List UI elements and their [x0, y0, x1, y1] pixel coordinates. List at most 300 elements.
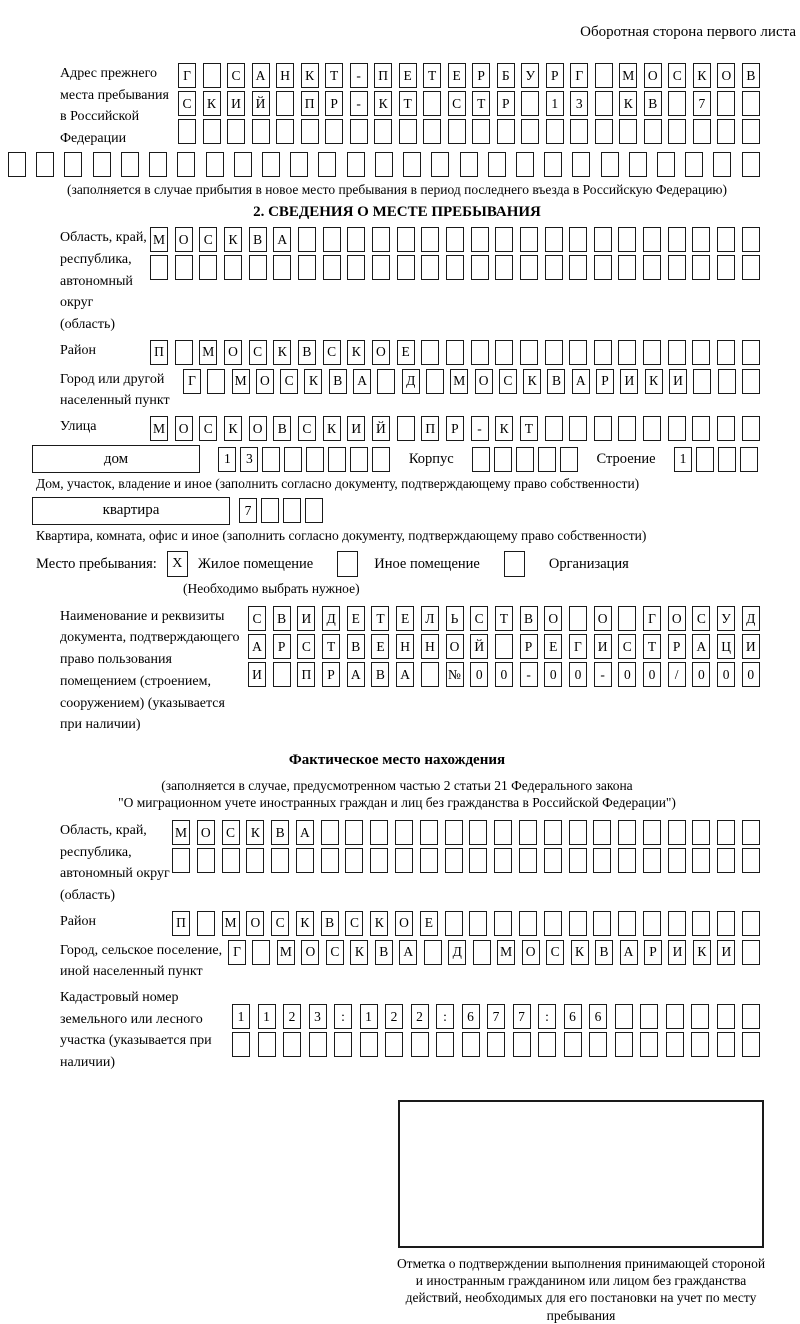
char-box[interactable]: К [523, 369, 541, 394]
char-box[interactable] [197, 911, 215, 936]
char-box[interactable] [521, 119, 539, 144]
char-box[interactable]: О [249, 416, 267, 441]
char-box[interactable]: А [353, 369, 371, 394]
char-box[interactable]: М [277, 940, 295, 965]
char-box[interactable] [589, 1032, 607, 1057]
char-box[interactable] [643, 848, 661, 873]
char-box[interactable] [397, 416, 415, 441]
char-box[interactable] [742, 1004, 760, 1029]
char-box[interactable] [36, 152, 54, 177]
char-box[interactable]: 2 [385, 1004, 403, 1029]
char-box[interactable] [323, 255, 341, 280]
char-box[interactable]: О [594, 606, 612, 631]
char-box[interactable] [271, 848, 289, 873]
char-box[interactable] [232, 1032, 250, 1057]
char-box[interactable] [643, 820, 661, 845]
char-box[interactable]: С [499, 369, 517, 394]
char-box[interactable]: / [668, 662, 686, 687]
checkbox-zhiloe-pomeshchenie[interactable]: X [167, 551, 188, 577]
char-box[interactable] [199, 255, 217, 280]
char-box[interactable] [629, 152, 647, 177]
char-box[interactable] [318, 152, 336, 177]
char-box[interactable] [717, 820, 735, 845]
char-box[interactable] [544, 911, 562, 936]
char-box[interactable] [692, 911, 710, 936]
char-box[interactable]: О [256, 369, 274, 394]
char-box[interactable]: Н [396, 634, 414, 659]
char-box[interactable]: Т [399, 91, 417, 116]
char-box[interactable] [595, 119, 613, 144]
char-box[interactable]: В [595, 940, 613, 965]
char-box[interactable]: С [448, 91, 466, 116]
char-box[interactable]: В [329, 369, 347, 394]
char-box[interactable]: Г [570, 63, 588, 88]
char-box[interactable]: О [522, 940, 540, 965]
char-box[interactable] [175, 255, 193, 280]
char-box[interactable] [397, 227, 415, 252]
char-box[interactable] [668, 848, 686, 873]
char-box[interactable]: К [495, 416, 513, 441]
char-box[interactable]: Л [421, 606, 439, 631]
char-box[interactable] [445, 820, 463, 845]
char-box[interactable]: 0 [717, 662, 735, 687]
char-box[interactable] [471, 227, 489, 252]
char-box[interactable] [570, 119, 588, 144]
char-box[interactable] [284, 447, 302, 472]
char-box[interactable] [742, 340, 760, 365]
char-box[interactable] [593, 848, 611, 873]
char-box[interactable]: С [298, 416, 316, 441]
char-box[interactable]: К [619, 91, 637, 116]
char-box[interactable]: Е [420, 911, 438, 936]
char-box[interactable] [545, 416, 563, 441]
char-box[interactable]: И [717, 940, 735, 965]
char-box[interactable]: И [668, 940, 686, 965]
char-box[interactable]: О [175, 227, 193, 252]
char-box[interactable] [347, 152, 365, 177]
char-box[interactable]: С [668, 63, 686, 88]
char-box[interactable]: И [248, 662, 266, 687]
char-box[interactable]: 7 [513, 1004, 531, 1029]
char-box[interactable]: Р [497, 91, 515, 116]
char-box[interactable]: К [571, 940, 589, 965]
char-box[interactable] [203, 63, 221, 88]
char-box[interactable] [395, 848, 413, 873]
char-box[interactable]: О [197, 820, 215, 845]
char-box[interactable] [742, 152, 760, 177]
char-box[interactable] [227, 119, 245, 144]
char-box[interactable] [222, 848, 240, 873]
char-box[interactable] [445, 911, 463, 936]
char-box[interactable] [262, 447, 280, 472]
char-box[interactable] [497, 119, 515, 144]
char-box[interactable]: Е [397, 340, 415, 365]
char-box[interactable] [262, 152, 280, 177]
char-box[interactable]: 7 [693, 91, 711, 116]
char-box[interactable] [569, 820, 587, 845]
char-box[interactable] [516, 152, 534, 177]
char-box[interactable] [469, 911, 487, 936]
char-box[interactable]: Г [569, 634, 587, 659]
char-box[interactable] [423, 119, 441, 144]
char-box[interactable] [252, 119, 270, 144]
char-box[interactable]: К [273, 340, 291, 365]
char-box[interactable] [370, 820, 388, 845]
char-box[interactable] [692, 340, 710, 365]
char-box[interactable]: К [301, 63, 319, 88]
char-box[interactable]: И [594, 634, 612, 659]
char-box[interactable] [742, 911, 760, 936]
char-box[interactable] [593, 911, 611, 936]
char-box[interactable] [668, 416, 686, 441]
char-box[interactable]: Д [448, 940, 466, 965]
char-box[interactable] [717, 340, 735, 365]
char-box[interactable] [595, 63, 613, 88]
char-box[interactable]: М [150, 227, 168, 252]
char-box[interactable]: С [546, 940, 564, 965]
char-box[interactable]: О [475, 369, 493, 394]
char-box[interactable]: А [252, 63, 270, 88]
char-box[interactable]: О [301, 940, 319, 965]
char-box[interactable] [520, 227, 538, 252]
char-box[interactable] [249, 255, 267, 280]
char-box[interactable]: С [618, 634, 636, 659]
char-box[interactable]: Ц [717, 634, 735, 659]
char-box[interactable]: В [271, 820, 289, 845]
char-box[interactable] [545, 340, 563, 365]
char-box[interactable]: К [374, 91, 392, 116]
char-box[interactable]: А [692, 634, 710, 659]
char-box[interactable] [692, 820, 710, 845]
char-box[interactable]: К [347, 340, 365, 365]
char-box[interactable] [471, 255, 489, 280]
char-box[interactable]: М [172, 820, 190, 845]
char-box[interactable] [420, 848, 438, 873]
char-box[interactable]: : [334, 1004, 352, 1029]
char-box[interactable]: К [296, 911, 314, 936]
char-box[interactable]: : [538, 1004, 556, 1029]
char-box[interactable] [321, 820, 339, 845]
char-box[interactable]: Р [520, 634, 538, 659]
char-box[interactable]: С [323, 340, 341, 365]
char-box[interactable]: 0 [544, 662, 562, 687]
char-box[interactable] [328, 447, 346, 472]
char-box[interactable] [742, 227, 760, 252]
char-box[interactable] [618, 848, 636, 873]
char-box[interactable] [446, 255, 464, 280]
char-box[interactable] [594, 227, 612, 252]
char-box[interactable]: П [297, 662, 315, 687]
char-box[interactable] [668, 820, 686, 845]
char-box[interactable] [742, 91, 760, 116]
char-box[interactable]: Е [544, 634, 562, 659]
char-box[interactable]: С [199, 227, 217, 252]
char-box[interactable] [666, 1032, 684, 1057]
char-box[interactable]: 0 [742, 662, 760, 687]
char-box[interactable] [420, 820, 438, 845]
char-box[interactable] [224, 255, 242, 280]
char-box[interactable]: Й [372, 416, 390, 441]
char-box[interactable] [618, 911, 636, 936]
char-box[interactable] [519, 848, 537, 873]
char-box[interactable] [640, 1004, 658, 1029]
char-box[interactable] [601, 152, 619, 177]
char-box[interactable]: Д [742, 606, 760, 631]
char-box[interactable] [619, 119, 637, 144]
char-box[interactable]: С [271, 911, 289, 936]
char-box[interactable] [545, 227, 563, 252]
char-box[interactable] [325, 119, 343, 144]
char-box[interactable] [742, 848, 760, 873]
char-box[interactable] [403, 152, 421, 177]
char-box[interactable] [207, 369, 225, 394]
char-box[interactable]: О [544, 606, 562, 631]
char-box[interactable] [594, 255, 612, 280]
char-box[interactable]: П [172, 911, 190, 936]
char-box[interactable] [717, 255, 735, 280]
char-box[interactable] [572, 152, 590, 177]
char-box[interactable] [742, 940, 760, 965]
char-box[interactable] [93, 152, 111, 177]
char-box[interactable]: М [222, 911, 240, 936]
char-box[interactable]: Д [402, 369, 420, 394]
char-box[interactable] [149, 152, 167, 177]
char-box[interactable] [519, 911, 537, 936]
char-box[interactable]: 2 [283, 1004, 301, 1029]
char-box[interactable] [520, 340, 538, 365]
char-box[interactable] [121, 152, 139, 177]
char-box[interactable]: О [668, 606, 686, 631]
char-box[interactable] [618, 340, 636, 365]
char-box[interactable] [717, 416, 735, 441]
char-box[interactable] [693, 119, 711, 144]
char-box[interactable] [375, 152, 393, 177]
char-box[interactable] [569, 911, 587, 936]
char-box[interactable]: С [470, 606, 488, 631]
char-box[interactable] [172, 848, 190, 873]
char-box[interactable]: О [372, 340, 390, 365]
char-box[interactable] [487, 1032, 505, 1057]
char-box[interactable] [197, 848, 215, 873]
char-box[interactable] [569, 416, 587, 441]
char-box[interactable]: Т [520, 416, 538, 441]
char-box[interactable] [495, 227, 513, 252]
char-box[interactable]: А [399, 940, 417, 965]
char-box[interactable] [178, 119, 196, 144]
char-box[interactable] [273, 255, 291, 280]
char-box[interactable] [258, 1032, 276, 1057]
char-box[interactable]: Е [347, 606, 365, 631]
char-box[interactable]: Р [446, 416, 464, 441]
char-box[interactable]: В [249, 227, 267, 252]
char-box[interactable]: 1 [258, 1004, 276, 1029]
char-box[interactable]: М [619, 63, 637, 88]
char-box[interactable] [618, 227, 636, 252]
char-box[interactable] [696, 447, 714, 472]
char-box[interactable]: Р [325, 91, 343, 116]
char-box[interactable] [377, 369, 395, 394]
char-box[interactable] [321, 848, 339, 873]
char-box[interactable]: : [436, 1004, 454, 1029]
char-box[interactable] [347, 255, 365, 280]
char-box[interactable] [668, 119, 686, 144]
char-box[interactable] [693, 369, 711, 394]
char-box[interactable]: Т [322, 634, 340, 659]
char-box[interactable] [385, 1032, 403, 1057]
char-box[interactable]: О [446, 634, 464, 659]
char-box[interactable]: М [497, 940, 515, 965]
char-box[interactable]: В [644, 91, 662, 116]
char-box[interactable]: - [594, 662, 612, 687]
char-box[interactable]: С [227, 63, 245, 88]
char-box[interactable] [175, 340, 193, 365]
char-box[interactable] [309, 1032, 327, 1057]
char-box[interactable] [397, 255, 415, 280]
char-box[interactable] [372, 227, 390, 252]
char-box[interactable]: Е [399, 63, 417, 88]
char-box[interactable] [494, 447, 512, 472]
char-box[interactable] [424, 940, 442, 965]
char-box[interactable]: 0 [495, 662, 513, 687]
char-box[interactable]: А [347, 662, 365, 687]
char-box[interactable] [305, 498, 323, 523]
char-box[interactable]: С [199, 416, 217, 441]
char-box[interactable]: Й [252, 91, 270, 116]
char-box[interactable]: Т [371, 606, 389, 631]
char-box[interactable] [657, 152, 675, 177]
char-box[interactable]: О [175, 416, 193, 441]
char-box[interactable] [544, 848, 562, 873]
char-box[interactable]: 7 [487, 1004, 505, 1029]
char-box[interactable] [273, 662, 291, 687]
char-box[interactable] [411, 1032, 429, 1057]
char-box[interactable] [372, 255, 390, 280]
char-box[interactable] [150, 255, 168, 280]
char-box[interactable] [519, 820, 537, 845]
char-box[interactable] [742, 416, 760, 441]
char-box[interactable] [473, 940, 491, 965]
char-box[interactable]: К [370, 911, 388, 936]
char-box[interactable]: Н [276, 63, 294, 88]
char-box[interactable]: Е [396, 606, 414, 631]
char-box[interactable]: - [350, 63, 368, 88]
char-box[interactable]: 7 [239, 498, 257, 523]
char-box[interactable]: Г [228, 940, 246, 965]
char-box[interactable] [399, 119, 417, 144]
char-box[interactable]: В [547, 369, 565, 394]
char-box[interactable]: К [246, 820, 264, 845]
char-box[interactable]: П [374, 63, 392, 88]
char-box[interactable]: К [645, 369, 663, 394]
char-box[interactable]: Р [472, 63, 490, 88]
char-box[interactable] [334, 1032, 352, 1057]
char-box[interactable]: 0 [618, 662, 636, 687]
char-box[interactable] [495, 340, 513, 365]
char-box[interactable]: Р [668, 634, 686, 659]
char-box[interactable] [345, 848, 363, 873]
char-box[interactable] [668, 91, 686, 116]
char-box[interactable] [8, 152, 26, 177]
char-box[interactable] [544, 820, 562, 845]
char-box[interactable] [494, 911, 512, 936]
char-box[interactable]: Ь [446, 606, 464, 631]
char-box[interactable]: 3 [309, 1004, 327, 1029]
char-box[interactable]: 0 [692, 662, 710, 687]
char-box[interactable] [283, 1032, 301, 1057]
char-box[interactable]: 0 [569, 662, 587, 687]
char-box[interactable]: О [224, 340, 242, 365]
char-box[interactable]: Т [423, 63, 441, 88]
char-box[interactable]: И [297, 606, 315, 631]
char-box[interactable]: О [717, 63, 735, 88]
char-box[interactable]: С [326, 940, 344, 965]
char-box[interactable] [546, 119, 564, 144]
char-box[interactable] [569, 606, 587, 631]
char-box[interactable]: С [280, 369, 298, 394]
char-box[interactable]: С [248, 606, 266, 631]
char-box[interactable] [462, 1032, 480, 1057]
char-box[interactable] [469, 820, 487, 845]
char-box[interactable]: В [273, 416, 291, 441]
char-box[interactable]: 6 [564, 1004, 582, 1029]
char-box[interactable]: М [199, 340, 217, 365]
char-box[interactable]: Т [495, 606, 513, 631]
char-box[interactable]: В [742, 63, 760, 88]
char-box[interactable] [644, 119, 662, 144]
char-box[interactable]: Р [596, 369, 614, 394]
char-box[interactable] [718, 369, 736, 394]
char-box[interactable]: В [298, 340, 316, 365]
char-box[interactable] [298, 255, 316, 280]
char-box[interactable]: С [297, 634, 315, 659]
char-box[interactable] [421, 255, 439, 280]
char-box[interactable] [350, 119, 368, 144]
char-box[interactable]: 2 [411, 1004, 429, 1029]
char-box[interactable] [544, 152, 562, 177]
char-box[interactable] [560, 447, 578, 472]
char-box[interactable] [426, 369, 444, 394]
char-box[interactable]: Н [421, 634, 439, 659]
char-box[interactable] [742, 369, 760, 394]
char-box[interactable] [643, 340, 661, 365]
char-box[interactable] [252, 940, 270, 965]
char-box[interactable]: К [203, 91, 221, 116]
char-box[interactable] [374, 119, 392, 144]
char-box[interactable]: И [620, 369, 638, 394]
char-box[interactable]: С [345, 911, 363, 936]
char-box[interactable] [643, 416, 661, 441]
char-box[interactable]: К [304, 369, 322, 394]
char-box[interactable]: 3 [570, 91, 588, 116]
char-box[interactable]: П [150, 340, 168, 365]
char-box[interactable] [717, 119, 735, 144]
char-box[interactable] [421, 340, 439, 365]
char-box[interactable] [495, 634, 513, 659]
char-box[interactable]: В [520, 606, 538, 631]
char-box[interactable] [446, 340, 464, 365]
char-box[interactable] [436, 1032, 454, 1057]
char-box[interactable] [692, 227, 710, 252]
char-box[interactable]: 1 [218, 447, 236, 472]
char-box[interactable] [395, 820, 413, 845]
char-box[interactable] [618, 606, 636, 631]
char-box[interactable]: Б [497, 63, 515, 88]
char-box[interactable]: 6 [589, 1004, 607, 1029]
char-box[interactable] [594, 416, 612, 441]
char-box[interactable] [421, 227, 439, 252]
char-box[interactable] [360, 1032, 378, 1057]
char-box[interactable] [276, 119, 294, 144]
